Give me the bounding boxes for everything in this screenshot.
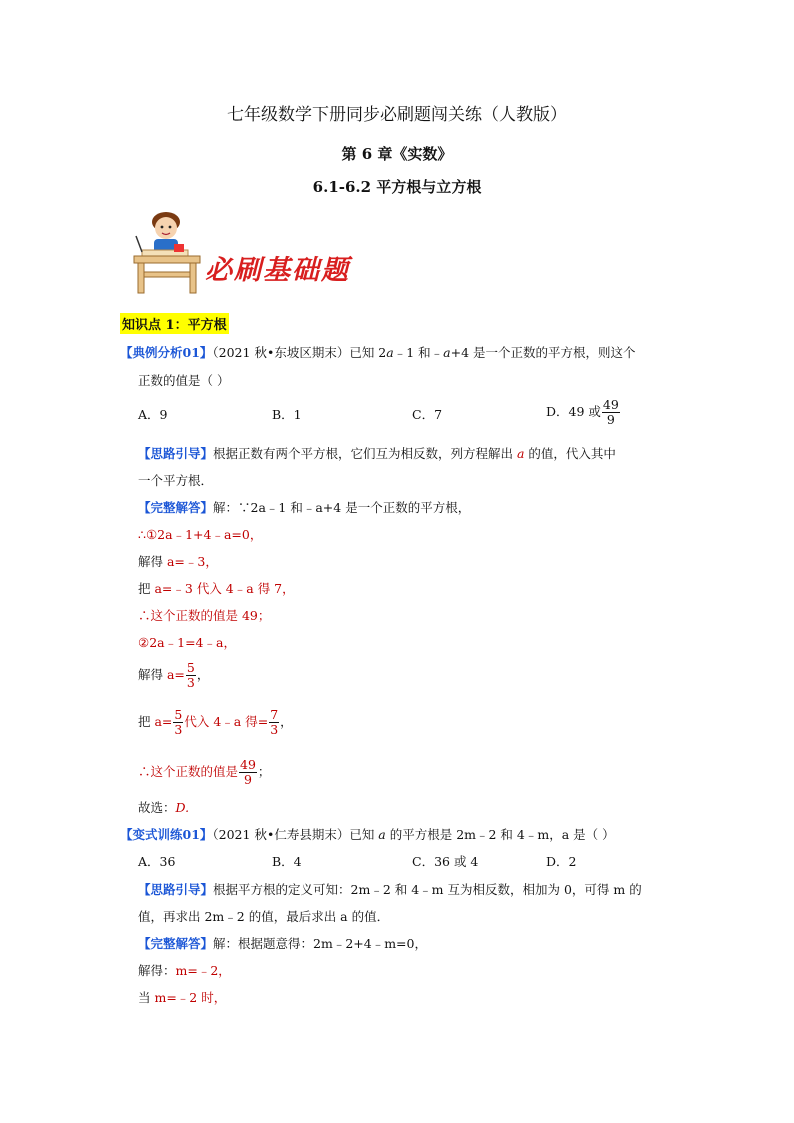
ex1-sol-line8: ∴这个正数的值是 $\frac{49}{9}$ ； <box>138 757 271 787</box>
ex2-stem: 【变式训练01】（2021 秋•仁寿县期末）已知 a 的平方根是 2m﹣2 和 4﹣m，a 是（ ） <box>120 827 615 842</box>
ex2-hint-line1: 【思路引导】根据平方根的定义可知：2m﹣2 和 4﹣m 互为相反数，相加为 0，可得 m 的 <box>138 882 642 897</box>
ex2-sol-line1: 解得：m=﹣2， <box>138 963 231 978</box>
ex2-option-b: B．4 <box>272 854 302 869</box>
ex1-stem-line2: 正数的值是（ ） <box>138 373 230 388</box>
ex1-hint-line1: 【思路引导】根据正数有两个平方根，它们互为相反数，列方程解出 a 的值，代入其中 <box>138 446 616 461</box>
ex2-option-d: D．2 <box>546 854 577 869</box>
ex1-sol-line6: 解得 a= $\frac{5}{3}$ ， <box>138 660 210 690</box>
fraction: $\frac{7}{3}$ <box>270 707 279 737</box>
chapter-title: 第 6 章《实数》 <box>341 145 453 163</box>
knowledge-point-heading: 知识点 1：平方根 <box>120 313 229 334</box>
ex1-option-c: C．7 <box>412 407 443 422</box>
document-title: 七年级数学下册同步必刷题闯关练（人教版） <box>227 105 567 125</box>
fraction: $\frac{5}{3}$ <box>186 660 195 690</box>
ex2-option-a: A．36 <box>138 854 176 869</box>
ex1-option-b: B．1 <box>272 407 302 422</box>
ex1-solution-intro: 【完整解答】解：∵2a﹣1 和﹣a+4 是一个正数的平方根， <box>138 500 471 515</box>
ex1-answer: 故选：D. <box>138 800 190 815</box>
ex1-sol-line2: 解得 a=﹣3， <box>138 554 218 569</box>
ex1-stem-line1: 【典例分析01】（2021 秋•东坡区期末）已知 2a﹣1 和﹣a+4 是一个正数的平方根，则这个 <box>120 345 636 360</box>
ex1-tag: 【典例分析01】 <box>120 345 213 360</box>
ex1-sol-line3: 把 a=﹣3 代入 4﹣a 得 7， <box>138 581 295 596</box>
ex2-hint-line2: 值，再求出 2m﹣2 的值，最后求出 a 的值． <box>138 909 390 924</box>
fraction: $\frac{49}{9}$ <box>602 397 619 427</box>
fraction: $\frac{49}{9}$ <box>240 757 256 787</box>
ex2-sol-line2: 当 m=﹣2 时， <box>138 990 227 1005</box>
ex1-hint-line2: 一个平方根． <box>138 473 214 488</box>
ex1-sol-line7: 把 a= $\frac{5}{3}$ 代入 4﹣a 得= $\frac{7}{3}$ ， <box>138 707 293 737</box>
banner-title: 必刷基础题 <box>205 255 350 286</box>
ex1-sol-line4: ∴这个正数的值是 49； <box>138 608 271 623</box>
ex1-option-d: D．49 或 $\frac{49}{9}$ <box>546 397 619 427</box>
ex2-solution-intro: 【完整解答】解：根据题意得：2m﹣2+4﹣m=0， <box>138 936 427 951</box>
student-desk-icon <box>128 206 208 298</box>
section-title: 6.1-6.2 平方根与立方根 <box>312 178 482 196</box>
ex2-tag: 【变式训练01】 <box>120 827 213 842</box>
ex1-sol-line1: ∴①2a﹣1+4﹣a=0， <box>138 527 263 542</box>
ex1-option-a: A．9 <box>138 407 168 422</box>
fraction: $\frac{5}{3}$ <box>174 707 183 737</box>
ex2-option-c: C．36 或 4 <box>412 854 479 869</box>
ex1-sol-line5: ②2a﹣1=4﹣a， <box>138 635 236 650</box>
